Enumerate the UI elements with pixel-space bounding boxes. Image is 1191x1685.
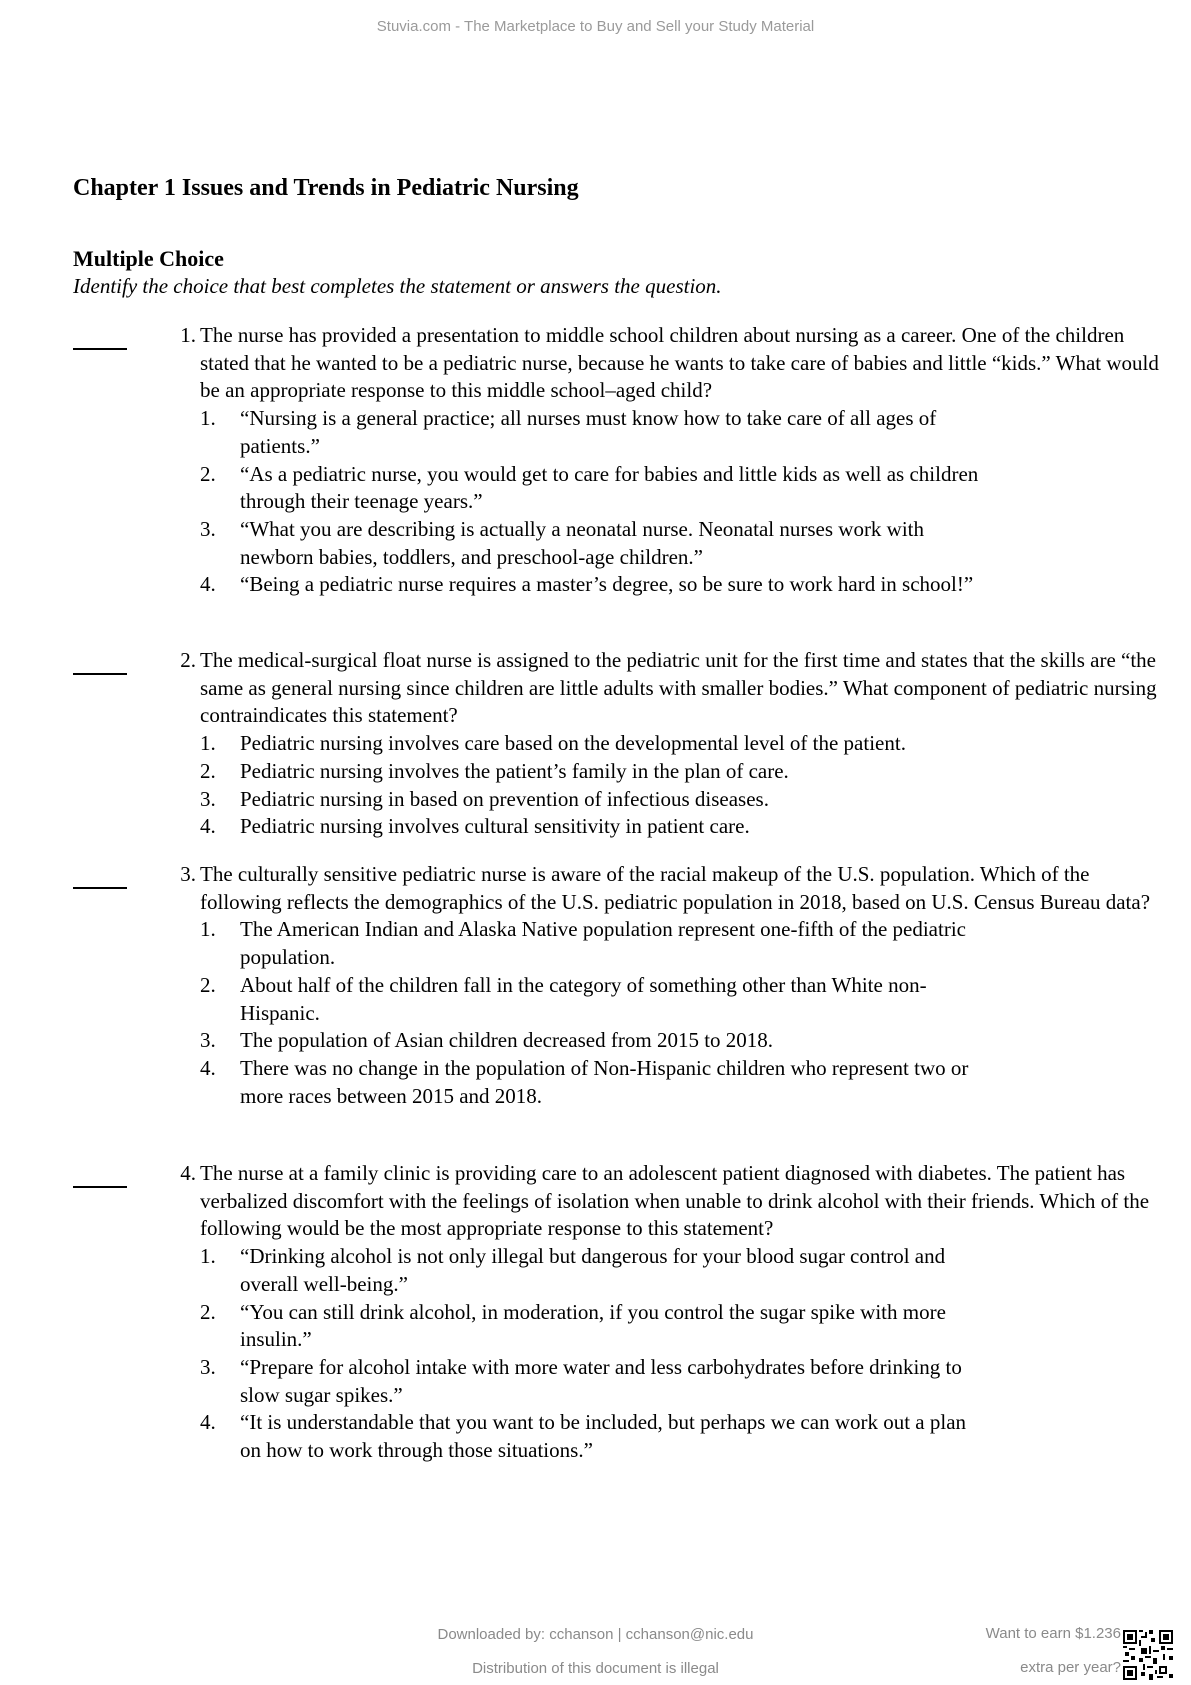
option-number: 2. bbox=[200, 758, 216, 783]
promo-line-2[interactable]: extra per year? bbox=[1020, 1659, 1121, 1676]
option-number: 1. bbox=[200, 917, 216, 942]
answer-option bbox=[200, 1409, 990, 1464]
option-number: 3. bbox=[200, 1028, 216, 1053]
chapter-title: Chapter 1 Issues and Trends in Pediatric Nursing bbox=[73, 175, 579, 201]
answer-option bbox=[200, 405, 990, 460]
answer-option bbox=[200, 1055, 990, 1110]
promo-line-1[interactable]: Want to earn $1.236 bbox=[985, 1625, 1121, 1642]
stuvia-watermark: Stuvia.com - The Marketplace to Buy and Sell your Study Material bbox=[376, 18, 815, 35]
option-number: 4. bbox=[200, 572, 216, 597]
question-stem: The nurse at a family clinic is providing care to an adolescent patient diagnosed with diabetes. The patient has verbalized discomfort with the feelings of isolation when unable to drink alcohol with their friends. Which of the following would be the most appropriate response to this statement? bbox=[200, 1161, 1150, 1241]
option-number: 4. bbox=[200, 814, 216, 839]
option-number: 2. bbox=[200, 1299, 216, 1324]
answer-option bbox=[200, 786, 1060, 814]
answer-blank-1[interactable] bbox=[73, 330, 127, 350]
answer-options bbox=[200, 405, 1191, 599]
option-text: “Nursing is a general practice; all nurses must know how to take care of all ages of patients.” bbox=[240, 406, 937, 458]
option-text: “Being a pediatric nurse requires a master’s degree, so be sure to work hard in school!” bbox=[240, 572, 974, 597]
downloaded-by-text: Downloaded by: cchanson | cchanson@nic.edu bbox=[437, 1626, 754, 1643]
answer-option bbox=[200, 916, 990, 971]
option-number: 2. bbox=[200, 972, 216, 997]
option-text: “What you are describing is actually a neonatal nurse. Neonatal nurses work with newborn babies, toddlers, and preschool-age children.” bbox=[240, 516, 925, 569]
option-number: 3. bbox=[200, 1354, 216, 1379]
instructions-text: Identify the choice that best completes the statement or answers the question. bbox=[73, 274, 722, 298]
question-3 bbox=[0, 861, 1191, 1110]
answer-options bbox=[200, 1243, 1191, 1465]
option-text: About half of the children fall in the category of something other than White non-Hispanic. bbox=[240, 972, 927, 1025]
answer-option bbox=[200, 1243, 990, 1298]
question-stem: The culturally sensitive pediatric nurse is aware of the racial makeup of the U.S. population. Which of the following reflects the demographics of the U.S. pediatric population in 2018, based on U.S. Census Bureau data? bbox=[200, 862, 1151, 914]
option-number: 1. bbox=[200, 1244, 216, 1269]
option-text: The American Indian and Alaska Native population represent one-fifth of the pediatric population. bbox=[240, 917, 966, 970]
answer-option bbox=[200, 516, 990, 571]
qr-code-icon[interactable] bbox=[1123, 1630, 1173, 1680]
question-number: 3. bbox=[180, 862, 196, 886]
section-title: Multiple Choice bbox=[73, 246, 224, 271]
answer-option bbox=[200, 730, 1060, 758]
option-text: “Drinking alcohol is not only illegal but dangerous for your blood sugar control and overall well-being.” bbox=[240, 1244, 946, 1296]
distribution-notice: Distribution of this document is illegal bbox=[472, 1660, 719, 1677]
option-number: 3. bbox=[200, 516, 216, 541]
option-text: “Prepare for alcohol intake with more water and less carbohydrates before drinking to slow sugar spikes.” bbox=[240, 1354, 962, 1407]
answer-blank-3[interactable] bbox=[73, 869, 127, 889]
question-number: 4. bbox=[180, 1161, 196, 1185]
question-stem: The medical-surgical float nurse is assigned to the pediatric unit for the first time and states that the skills are “the same as general nursing since children are little adults with smaller bodies.” What component of pediatric nursing contraindicates this statement? bbox=[200, 648, 1157, 728]
answer-option bbox=[200, 1299, 990, 1354]
answer-blank-2[interactable] bbox=[73, 655, 127, 675]
option-text: There was no change in the population of Non-Hispanic children who represent two or more races between 2015 and 2018. bbox=[240, 1055, 969, 1108]
answer-option bbox=[200, 461, 990, 516]
question-2 bbox=[0, 647, 1191, 841]
answer-option bbox=[200, 972, 990, 1027]
answer-options bbox=[200, 730, 1191, 841]
question-stem: The nurse has provided a presentation to middle school children about nursing as a career. One of the children stated that he wanted to be a pediatric nurse, because he wants to take care of babies and little “kids.” What would be an appropriate response to this middle school–aged child? bbox=[200, 323, 1159, 403]
answer-blank-4[interactable] bbox=[73, 1168, 127, 1188]
option-number: 4. bbox=[200, 1410, 216, 1435]
option-number: 1. bbox=[200, 406, 216, 431]
question-1 bbox=[0, 322, 1191, 599]
option-text: “As a pediatric nurse, you would get to care for babies and little kids as well as children through their teenage years.” bbox=[240, 461, 979, 514]
answer-option bbox=[200, 1354, 990, 1409]
answer-option bbox=[200, 1027, 990, 1055]
option-number: 1. bbox=[200, 731, 216, 756]
option-text: The population of Asian children decreased from 2015 to 2018. bbox=[240, 1028, 774, 1053]
option-text: Pediatric nursing involves cultural sensitivity in patient care. bbox=[240, 814, 750, 839]
question-4 bbox=[0, 1160, 1191, 1465]
question-number: 2. bbox=[180, 648, 196, 672]
question-number: 1. bbox=[180, 323, 196, 347]
answer-option bbox=[200, 758, 1060, 786]
option-text: “It is understandable that you want to be included, but perhaps we can work out a plan on how to work through those situations.” bbox=[240, 1410, 967, 1463]
option-number: 2. bbox=[200, 461, 216, 486]
answer-option bbox=[200, 571, 990, 599]
option-text: Pediatric nursing in based on prevention of infectious diseases. bbox=[240, 786, 769, 811]
option-text: “You can still drink alcohol, in moderation, if you control the sugar spike with more insulin.” bbox=[240, 1299, 946, 1352]
answer-options bbox=[200, 916, 1191, 1110]
answer-option bbox=[200, 813, 1060, 841]
option-text: Pediatric nursing involves the patient’s family in the plan of care. bbox=[240, 758, 789, 783]
option-number: 4. bbox=[200, 1055, 216, 1080]
option-number: 3. bbox=[200, 786, 216, 811]
option-text: Pediatric nursing involves care based on the developmental level of the patient. bbox=[240, 731, 906, 756]
